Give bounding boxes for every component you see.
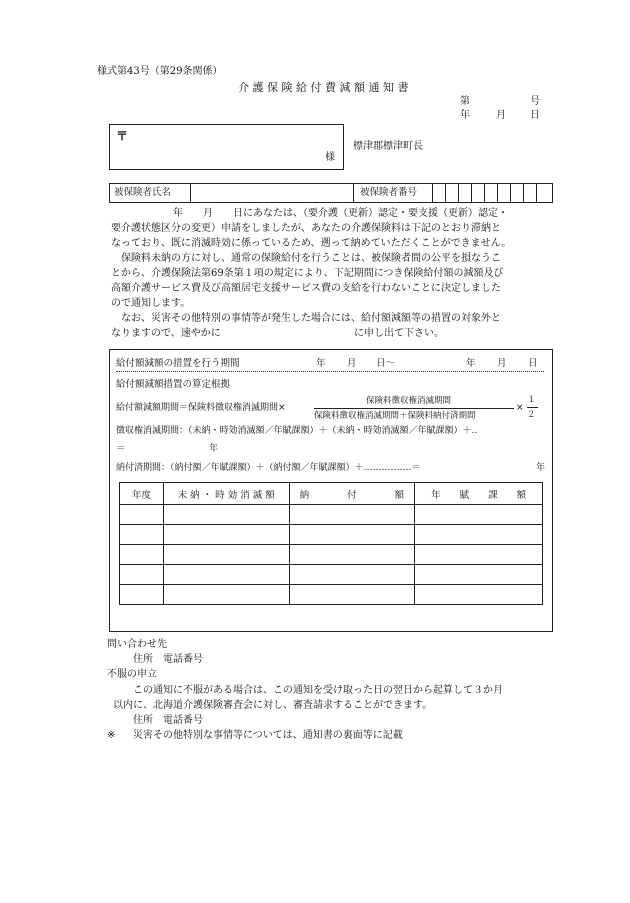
appeal-heading: 不服の申立 bbox=[107, 669, 157, 680]
extinct-period-line: 徴収権消滅期間：（未納・時効消滅額／年賦課額）＋（未納・時効消滅額／年賦課額）＋‥ bbox=[116, 426, 478, 436]
note-text: 災害その他特別な事情等については、通知書の裏面等に記載 bbox=[133, 730, 403, 741]
equals-sign: ＝ bbox=[116, 444, 126, 454]
column-header-paid: 納 付 額 bbox=[289, 483, 415, 505]
table-header-row bbox=[120, 483, 543, 505]
divider bbox=[190, 184, 191, 202]
body-line: とから、介護保険法第69条第１項の規定により、下記期間につき保険給付額の減額及び bbox=[111, 268, 504, 279]
body-line: なお、災害その他特別の事情等が発生した場合には、給付額減額等の措置の対象外と bbox=[121, 313, 501, 324]
table-row bbox=[120, 525, 543, 545]
table-row bbox=[120, 545, 543, 565]
fraction-numerator: 保険料徴収権消滅期間 bbox=[366, 396, 452, 406]
period-month-1: 月 bbox=[347, 358, 357, 369]
number-digit-cell bbox=[458, 184, 459, 202]
period-year-1: 年 bbox=[316, 358, 326, 369]
contact-heading: 問い合わせ先 bbox=[107, 639, 167, 650]
period-label: 給付額減額の措置を行う期間 bbox=[116, 358, 240, 369]
payment-table bbox=[119, 482, 543, 605]
appeal-line: この通知に不服がある場合は、この通知を受け取った日の翌日から起算して３か月 bbox=[133, 685, 503, 696]
body-line: なっており、既に消滅時効に係っているため、遡って納めていただくことができません。 bbox=[111, 238, 512, 249]
period-underline bbox=[116, 371, 544, 372]
body-line: 保険料未納の方に対し、通常の保険給付を行うことは、被保険者間の公平を損なうこ bbox=[121, 253, 501, 264]
form-number: 様式第43号（第29条関係） bbox=[97, 66, 223, 77]
number-digit-cell bbox=[445, 184, 446, 202]
date-day: 日 bbox=[530, 110, 540, 121]
period-month-2: 月 bbox=[497, 358, 507, 369]
period-day-2: 日 bbox=[528, 358, 538, 369]
times-sign: × bbox=[516, 403, 524, 413]
doc-number-go: 号 bbox=[530, 96, 540, 107]
number-digit-cell bbox=[471, 184, 472, 202]
paid-period-line: 納付済期間：（納付額／年賦課額）＋（納付額／年賦課額）＋‥‥‥‥‥‥‥‥＝ bbox=[116, 463, 421, 473]
honorific-sama: 様 bbox=[325, 152, 335, 163]
number-digit-cell bbox=[536, 184, 537, 202]
insured-info-row bbox=[109, 183, 553, 203]
body-line: 要介護状態区分の変更）申請をしましたが、あなたの介護保険料は下記のとおり滞納と bbox=[111, 223, 501, 234]
recipient-address-box bbox=[109, 124, 344, 170]
number-digit-cell bbox=[432, 184, 433, 202]
period-year-2: 年 bbox=[466, 358, 476, 369]
body-line: 高額介護サービス費及び高額居宅支援サービス費の支給を行わないことに決定しました bbox=[111, 283, 501, 294]
divider bbox=[353, 184, 354, 202]
table-row bbox=[120, 565, 543, 585]
number-digit-cell bbox=[510, 184, 511, 202]
half-bar bbox=[527, 407, 538, 408]
table-row bbox=[120, 505, 543, 525]
table-row bbox=[120, 585, 543, 605]
contact-address: 住所 電話番号 bbox=[133, 654, 203, 665]
body-line: に申し出て下さい。 bbox=[354, 328, 444, 339]
appeal-line: 以内に、北海道介護保険審査会に対し、審査請求することができます。 bbox=[113, 700, 433, 711]
column-header-unpaid: 未 納 ・ 時 効 消 滅 額 bbox=[163, 483, 289, 505]
formula-left: 給付額減額期間＝保険料徴収権消滅期間× bbox=[116, 403, 286, 413]
column-header-annual: 年 賦 課 額 bbox=[415, 483, 543, 505]
note-mark: ※ bbox=[107, 730, 116, 741]
body-line: ので通知します。 bbox=[111, 298, 191, 309]
body-line: 年 月 日にあなたは、（要介護（更新）認定・要支援（更新）認定・ bbox=[173, 208, 508, 219]
doc-number-dai: 第 bbox=[460, 96, 470, 107]
number-digit-cell bbox=[523, 184, 524, 202]
fraction-denominator: 保険料徴収権消滅期間＋保険料納付済期間 bbox=[314, 411, 476, 421]
issuer-name: 標津郡標津町長 bbox=[353, 141, 423, 152]
insured-name-label: 被保険者氏名 bbox=[114, 187, 172, 198]
column-header-year: 年度 bbox=[120, 483, 164, 505]
body-line: なりますので、速やかに bbox=[111, 328, 221, 339]
basis-label: 給付額減額措置の算定根拠 bbox=[116, 379, 231, 390]
appeal-address: 住所 電話番号 bbox=[133, 715, 203, 726]
period-day-1: 日～ bbox=[376, 358, 396, 369]
half-denominator: ２ bbox=[527, 410, 536, 420]
insured-number-label: 被保険者番号 bbox=[360, 187, 418, 198]
fraction-bar bbox=[314, 408, 514, 409]
document-title: 介 護 保 険 給 付 費 減 額 通 知 書 bbox=[238, 81, 409, 94]
equals-year: 年 bbox=[209, 444, 219, 454]
date-year: 年 bbox=[460, 110, 470, 121]
number-digit-cell bbox=[497, 184, 498, 202]
date-month: 月 bbox=[496, 110, 506, 121]
postal-mark: 〒 bbox=[116, 129, 129, 143]
paid-year: 年 bbox=[536, 463, 546, 473]
half-numerator: １ bbox=[527, 395, 536, 405]
number-digit-cell bbox=[484, 184, 485, 202]
